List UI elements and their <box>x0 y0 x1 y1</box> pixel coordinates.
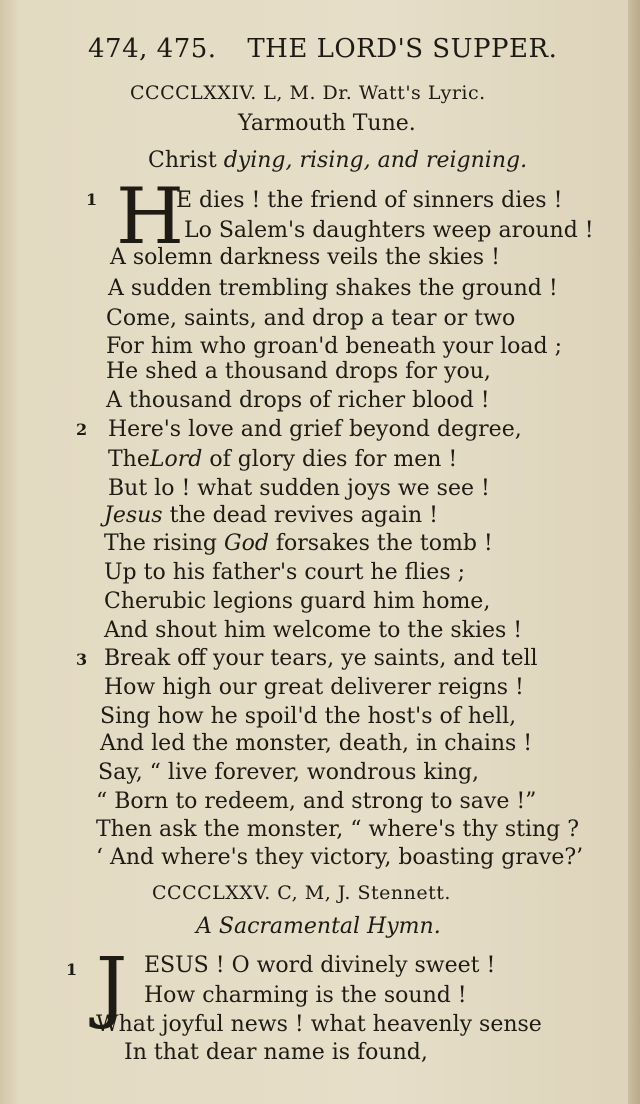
verse-italic: Jesus <box>104 503 163 528</box>
stanza-number: 3 <box>76 650 88 669</box>
verse-line: Come, saints, and drop a tear or two <box>106 306 516 331</box>
subtitle-roman: Christ <box>148 148 217 173</box>
hymn-subtitle <box>148 148 527 173</box>
verse-line: A thousand drops of richer blood ! <box>106 388 490 413</box>
hymn-heading: CCCCLXXV. C, M, J. Stennett. <box>152 882 451 904</box>
verse-line: “ Born to redeem, and strong to save !” <box>96 789 537 814</box>
verse-line <box>104 531 493 556</box>
stanza-number: 1 <box>66 960 78 979</box>
verse-line <box>104 503 438 528</box>
verse-italic: God <box>224 531 269 556</box>
hymn-heading: CCCCLXXIV. L, M. Dr. Watt's Lyric. <box>130 82 486 104</box>
verse-line: And led the monster, death, in chains ! <box>100 731 533 756</box>
verse-italic: Lord <box>149 447 203 472</box>
verse-line: Sing how he spoil'd the host's of hell, <box>100 704 517 729</box>
verse-text: forsakes the tomb ! <box>275 531 493 556</box>
page-edge <box>628 0 640 1104</box>
verse-line: Here's love and grief beyond degree, <box>108 417 522 442</box>
verse-line: How charming is the sound ! <box>144 983 467 1008</box>
verse-line: ‘ And where's they victory, boasting grave?’ <box>96 845 584 870</box>
stanza-number: 1 <box>86 190 98 209</box>
verse-line: But lo ! what sudden joys we see ! <box>108 476 490 501</box>
verse-line: Lo Salem's daughters weep around ! <box>184 218 594 243</box>
subtitle-italic: dying, rising, and reigning. <box>223 148 528 173</box>
verse-line: And shout him welcome to the skies ! <box>104 618 523 643</box>
verse-text: The <box>108 447 150 472</box>
page-title: THE LORD'S SUPPER. <box>247 34 558 64</box>
verse-line: For him who groan'd beneath your load ; <box>106 334 563 359</box>
verse-text: the dead revives again ! <box>169 503 438 528</box>
verse-line: How high our great deliverer reigns ! <box>104 675 524 700</box>
verse-line: In that dear name is found, <box>124 1040 428 1065</box>
stanza-number: 2 <box>76 420 88 439</box>
verse-text: of glory dies for men ! <box>209 447 458 472</box>
verse-line: E dies ! the friend of sinners dies ! <box>176 188 563 213</box>
verse-line: Break off your tears, ye saints, and tell <box>104 646 538 671</box>
verse-line: He shed a thousand drops for you, <box>106 359 491 384</box>
verse-line: Say, “ live forever, wondrous king, <box>98 760 480 785</box>
tune-name: Yarmouth Tune. <box>238 111 416 136</box>
verse-line: Then ask the monster, “ where's thy sting ? <box>96 817 580 842</box>
hymn-subtitle: A Sacramental Hymn. <box>196 914 441 939</box>
drop-cap: H <box>116 172 185 262</box>
verse-line: What joyful news ! what heavenly sense <box>96 1012 542 1037</box>
verse-line <box>108 447 457 472</box>
verse-line: Up to his father's court he flies ; <box>104 560 466 585</box>
verse-line: Cherubic legions guard him home, <box>104 589 491 614</box>
verse-text: The rising <box>104 531 217 556</box>
drop-cap: J <box>96 942 128 1032</box>
verse-line: A sudden trembling shakes the ground ! <box>108 276 558 301</box>
verse-line: ESUS ! O word divinely sweet ! <box>144 953 496 978</box>
running-header <box>88 34 557 64</box>
verse-line: A solemn darkness veils the skies ! <box>110 245 500 270</box>
page-numbers: 474, 475. <box>88 34 217 64</box>
